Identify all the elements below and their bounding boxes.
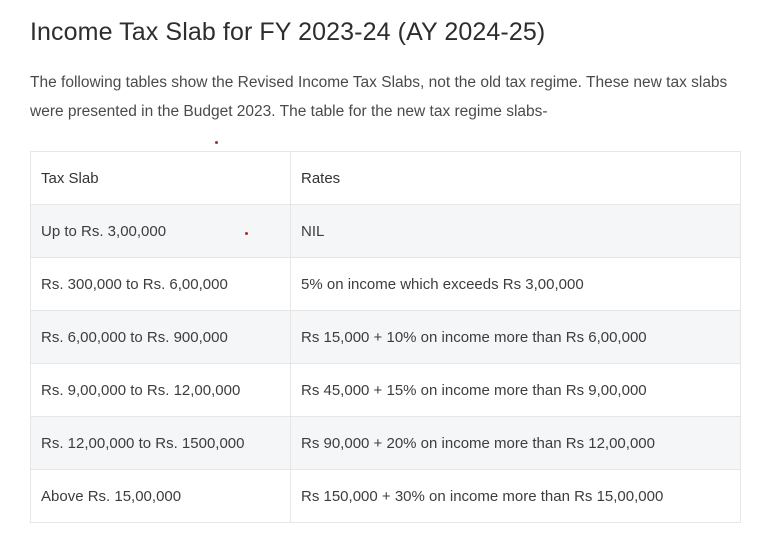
- table-row: [31, 205, 741, 258]
- tax-slab-table: [30, 151, 741, 523]
- table-row: [31, 470, 741, 523]
- table-row: [31, 258, 741, 311]
- table-row: [31, 417, 741, 470]
- rate-cell: Rs 90,000 + 20% on income more than Rs 12,00,000: [291, 417, 741, 470]
- tax-slab-cell: Rs. 6,00,000 to Rs. 900,000: [31, 311, 291, 364]
- table-header-row: [31, 152, 741, 205]
- rate-cell: Rs 45,000 + 15% on income more than Rs 9,00,000: [291, 364, 741, 417]
- tax-slab-cell: Rs. 300,000 to Rs. 6,00,000: [31, 258, 291, 311]
- marker-dot: [215, 141, 218, 144]
- tax-slab-cell: Up to Rs. 3,00,000: [31, 205, 291, 258]
- tax-slab-cell: Above Rs. 15,00,000: [31, 470, 291, 523]
- tax-slab-cell: Rs. 12,00,000 to Rs. 1500,000: [31, 417, 291, 470]
- rate-cell: 5% on income which exceeds Rs 3,00,000: [291, 258, 741, 311]
- tax-slab-cell: Rs. 9,00,000 to Rs. 12,00,000: [31, 364, 291, 417]
- table-row: [31, 311, 741, 364]
- rate-cell: Rs 15,000 + 10% on income more than Rs 6,00,000: [291, 311, 741, 364]
- rate-cell: Rs 150,000 + 30% on income more than Rs 15,00,000: [291, 470, 741, 523]
- header-tax-slab: Tax Slab: [31, 152, 291, 205]
- header-rates: Rates: [291, 152, 741, 205]
- intro-paragraph: The following tables show the Revised Income Tax Slabs, not the old tax regime. These new tax slabs were presented in the Budget 2023. The table for the new tax regime slabs-: [30, 74, 728, 120]
- page-title: Income Tax Slab for FY 2023-24 (AY 2024-25): [30, 18, 546, 46]
- table-row: [31, 364, 741, 417]
- rate-cell: NIL: [291, 205, 741, 258]
- marker-dot: [245, 232, 248, 235]
